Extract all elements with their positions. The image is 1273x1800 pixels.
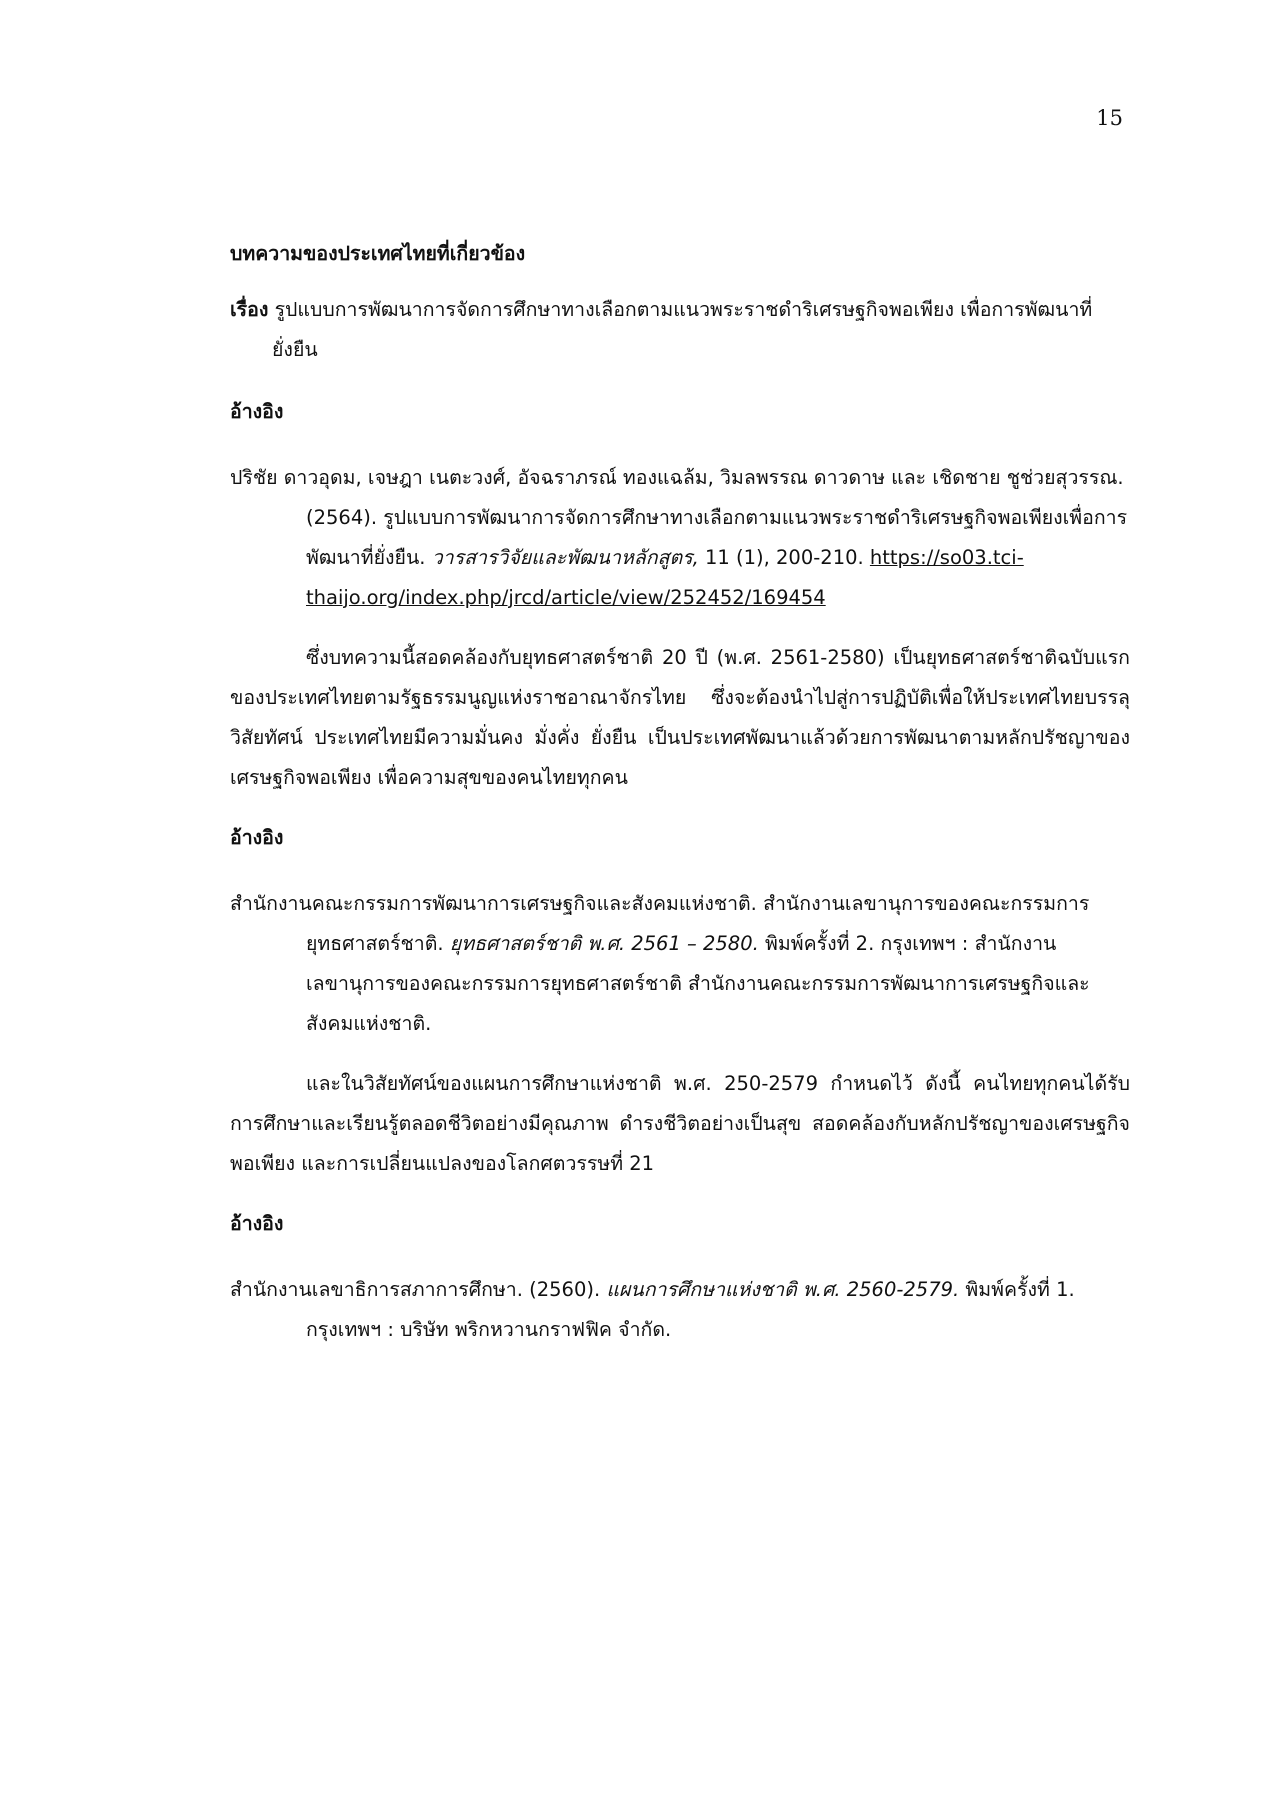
reference-heading-3: อ้างอิง	[230, 1212, 284, 1235]
reference-2-title: ยุทธศาสตร์ชาติ พ.ศ. 2561 – 2580.	[449, 932, 759, 955]
body-paragraph-1: ซึ่งบทความนี้สอดคล้องกับยุทธศาสตร์ชาติ 20 ปี (พ.ศ. 2561-2580) เป็นยุทธศาสตร์ชาติฉบับแรกของประเทศไทยตามรัฐธรรมนูญแห่งราชอาณาจักรไทย ซึ่งจะต้องนำไปสู่การปฏิบัติเพื่อให้ประเทศไทยบรรลุวิสัยทัศน์ ประเทศไทยมีความมั่นคง มั่งคั่ง ยั่งยืน เป็นประเทศพัฒนาแล้วด้วยการพัฒนาตามหลักปรัชญาของเศรษฐกิจพอเพียง เพื่อความสุขของคนไทยทุกคน	[230, 646, 1130, 789]
reference-2-before: สำนักงานคณะกรรมการพัฒนาการเศรษฐกิจและสังคมแห่งชาติ. สำนักงานเลขานุการของคณะกรรมการยุทธศาสตร์ชาติ.	[230, 892, 1090, 955]
reference-entry-3	[230, 1270, 1130, 1350]
reference-1-journal: วารสารวิจัยและพัฒนาหลักสูตร,	[431, 546, 699, 569]
reference-1-authors: ปริชัย ดาวอุดม, เจษฎา เนตะวงศ์, อัจฉราภรณ์ ทองแฉล้ม, วิมลพรรณ ดาวดาษ และ เชิดชาย ชูช่วยสุวรรณ. (2564). รูปแบบการพัฒนาการจัดการศึกษาทางเลือกตามแนวพระราชดำริเศรษฐกิจพอเพียงเพื่อการพัฒนาที่ยั่งยืน.	[230, 466, 1128, 569]
reference-1-volume: 11 (1), 200-210.	[698, 546, 870, 569]
reference-3-title: แผนการศึกษาแห่งชาติ พ.ศ. 2560-2579.	[606, 1278, 960, 1301]
page-content	[230, 234, 1130, 1370]
topic-line	[230, 290, 1130, 370]
topic-label: เรื่อง	[230, 298, 269, 321]
reference-2-after: พิมพ์ครั้งที่ 2. กรุงเทพฯ : สำนักงานเลขานุการของคณะกรรมการยุทธศาสตร์ชาติ สำนักงานคณะกรรมการพัฒนาการเศรษฐกิจและสังคมแห่งชาติ.	[306, 932, 1090, 1035]
reference-heading-1: อ้างอิง	[230, 400, 284, 423]
reference-heading-2: อ้างอิง	[230, 826, 284, 849]
body-paragraph-2: และในวิสัยทัศน์ของแผนการศึกษาแห่งชาติ พ.ศ. 250-2579 กำหนดไว้ ดังนี้ คนไทยทุกคนได้รับการศึกษาและเรียนรู้ตลอดชีวิตอย่างมีคุณภาพ ดำรงชีวิตอย่างเป็นสุข สอดคล้องกับหลักปรัชญาของเศรษฐกิจพอเพียง และการเปลี่ยนแปลงของโลกศตวรรษที่ 21	[230, 1072, 1130, 1175]
reference-3-after: พิมพ์ครั้งที่ 1. กรุงเทพฯ : บริษัท พริกหวานกราฟฟิค จำกัด.	[306, 1278, 1075, 1341]
reference-3-before: สำนักงานเลขาธิการสภาการศึกษา. (2560).	[230, 1278, 607, 1301]
reference-1-url-link[interactable]: https://so03.tci-thaijo.org/index.php/jrcd/article/view/252452/169454	[306, 546, 1024, 609]
reference-entry-2	[230, 884, 1130, 1044]
section-heading: บทความของประเทศไทยที่เกี่ยวข้อง	[230, 242, 526, 265]
page-number: 15	[1096, 106, 1123, 130]
reference-entry-1	[230, 458, 1130, 618]
topic-text: รูปแบบการพัฒนาการจัดการศึกษาทางเลือกตามแนวพระราชดำริเศรษฐกิจพอเพียง เพื่อการพัฒนาที่ยั่งยืน	[272, 298, 1093, 361]
